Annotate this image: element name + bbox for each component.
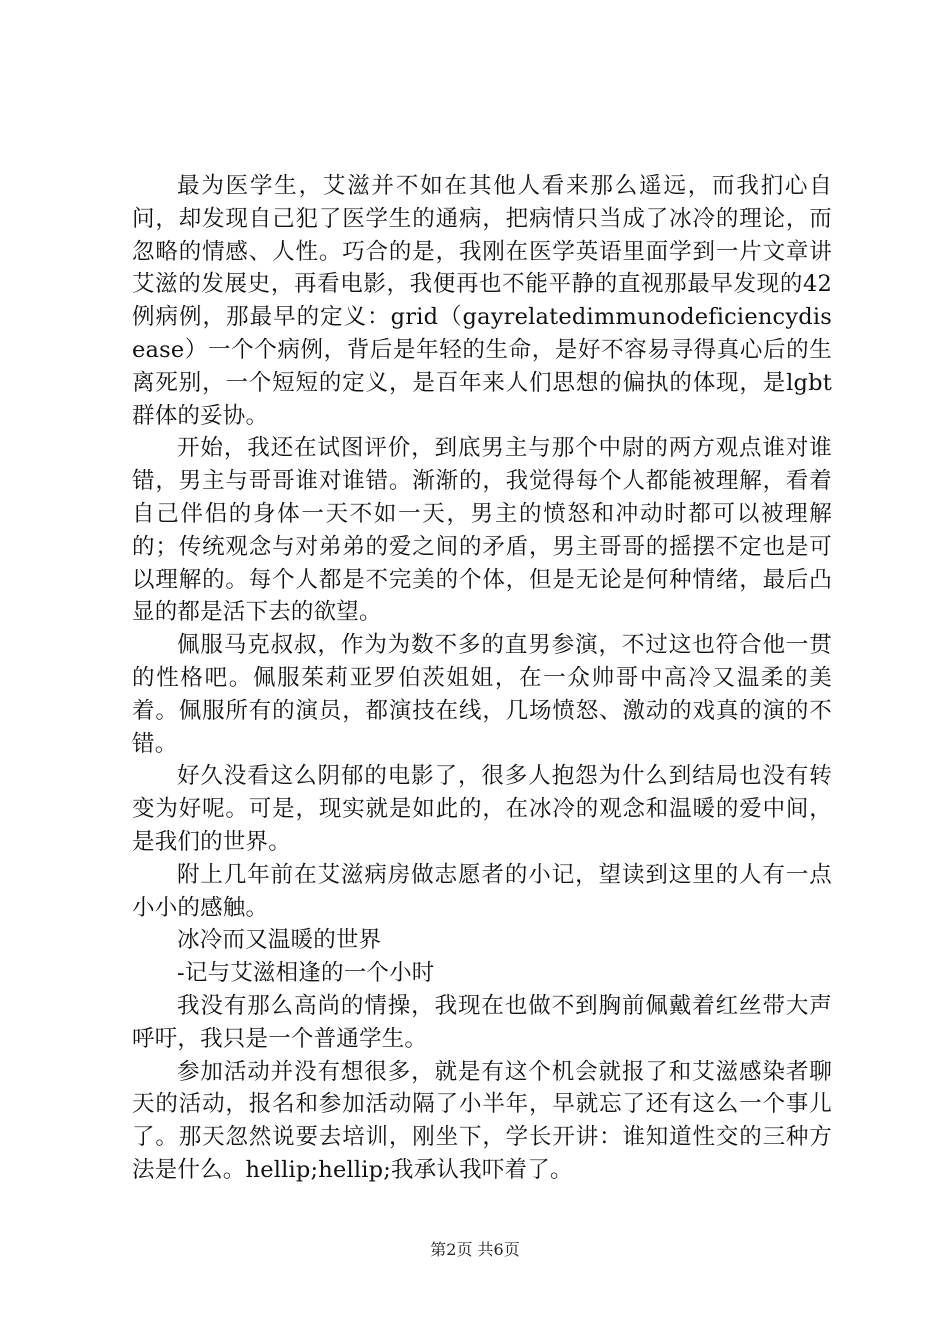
paragraph: 我没有那么高尚的情操，我现在也做不到胸前佩戴着红丝带大声呼吁，我只是一个普通学生。	[132, 992, 832, 1052]
paragraph: 参加活动并没有想很多，就是有这个机会就报了和艾滋感染者聊天的活动，报名和参加活动隔了小半年，早就忘了还有这么一个事儿了。那天忽然说要去培训，刚坐下，学长开讲：谁知道性交的三种方法是什么。hellip;hellip;我承认我吓着了。	[132, 1058, 832, 1183]
page-number-footer: 第2页 共6页	[430, 1240, 520, 1259]
paragraph: 开始，我还在试图评价，到底男主与那个中尉的两方观点谁对谁错，男主与哥哥谁对谁错。渐渐的，我觉得每个人都能被理解，看着自己伴侣的身体一天不如一天，男主的愤怒和冲动时都可以被理解的；传统观念与对弟弟的爱之间的矛盾，男主哥哥的摇摆不定也是可以理解的。每个人都是不完美的个体，但是无论是何种情绪，最后凸显的都是活下去的欲望。	[132, 435, 832, 626]
paragraph: 佩服马克叔叔，作为为数不多的直男参演，不过这也符合他一贯的性格吧。佩服茱莉亚罗伯茨姐姐，在一众帅哥中高冷又温柔的美着。佩服所有的演员，都演技在线，几场愤怒、激动的戏真的演的不错。	[132, 632, 832, 757]
paragraph: 最为医学生，艾滋并不如在其他人看来那么遥远，而我扪心自问，却发现自己犯了医学生的通病，把病情只当成了冰冷的理论，而忽略的情感、人性。巧合的是，我刚在医学英语里面学到一片文章讲艾滋的发展史，再看电影，我便再也不能平静的直视那最早发现的42例病例，那最早的定义：grid（gayrelatedimmunodeficiencydisease）一个个病例，背后是年轻的生命，是好不容易寻得真心后的生离死别，一个短短的定义，是百年来人们思想的偏执的体现，是lgbt群体的妥协。	[132, 173, 832, 429]
paragraph: 附上几年前在艾滋病房做志愿者的小记，望读到这里的人有一点小小的感触。	[132, 861, 832, 921]
document-body	[132, 170, 832, 1187]
section-subtitle: -记与艾滋相逢的一个小时	[177, 960, 435, 987]
section-title: 冰冷而又温暖的世界	[177, 927, 382, 954]
paragraph: 好久没看这么阴郁的电影了，很多人抱怨为什么到结局也没有转变为好呢。可是，现实就是如此的，在冰冷的观念和温暖的爱中间，是我们的世界。	[132, 763, 832, 855]
